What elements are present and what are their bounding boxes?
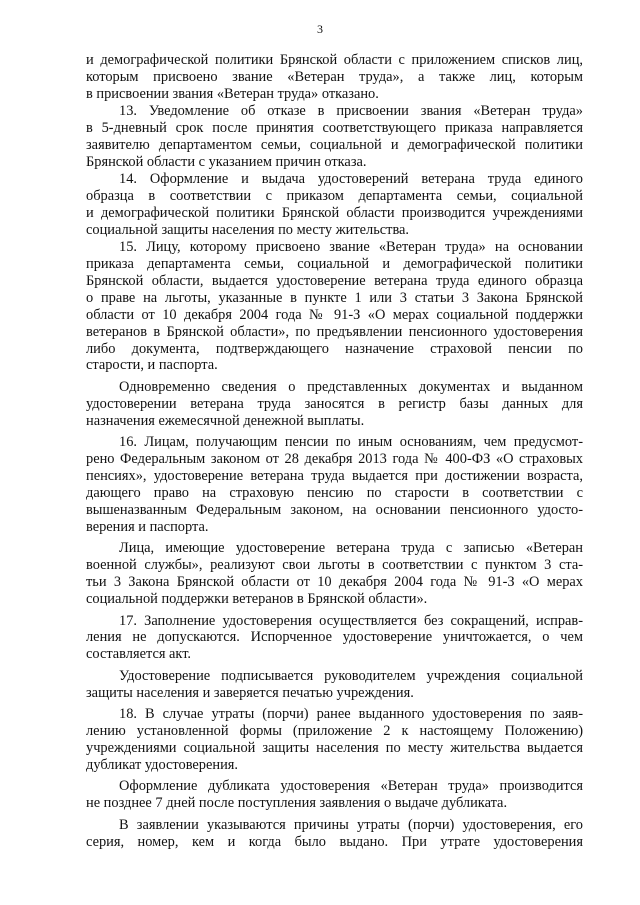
text-line: Брянской области с указанием причин отказа. (86, 153, 367, 170)
text-line: 15. Лицу, которому присвоено звание «Ветеран труда» на основании (119, 239, 583, 256)
text-line: социальной поддержки ветеранов в Брянской области». (86, 591, 428, 608)
text-line: учреждениями социальной защиты населения по месту жительства выдается (86, 740, 583, 757)
text-line: дубликат удостоверения. (86, 756, 238, 773)
page-number: 3 (317, 22, 323, 36)
text-line: удостоверении ветерана труда заносятся в регистр базы данных для (86, 395, 583, 412)
text-line: рено Федеральным законом от 28 декабря 2013 года № 400-ФЗ «О страховых (86, 451, 583, 468)
text-line: 18. В случае утраты (порчи) ранее выданного удостоверения по заяв- (119, 706, 583, 723)
paragraph (86, 52, 583, 103)
text-line: вышеназванным Федеральным законом, на основании пенсионного удосто- (86, 501, 583, 518)
text-line: защиты населения и заверяется печатью учреждения. (86, 684, 414, 701)
paragraph (86, 239, 583, 374)
text-line: тьи 3 Закона Брянской области от 10 декабря 2004 года № 91-З «О мерах (86, 574, 583, 591)
text-line: Одновременно сведения о представленных документах и выданном (119, 378, 583, 395)
document-body (86, 52, 583, 851)
text-line: Брянской области, выдается удостоверение ветерана труда единого образца (86, 272, 583, 289)
text-line: не позднее 7 дней после поступления заявления о выдаче дубликата. (86, 795, 508, 812)
paragraph (86, 613, 583, 664)
paragraph (86, 706, 583, 774)
text-line: и демографической политики Брянской области производится учреждениями (86, 204, 583, 221)
text-line: Оформление дубликата удостоверения «Ветеран труда» производится (119, 778, 583, 795)
text-line: составляется акт. (86, 646, 192, 663)
text-line: ления не допускаются. Испорченное удостоверение уничтожается, о чем (86, 629, 583, 646)
text-line: Лица, имеющие удостоверение ветерана труда с записью «Ветеран (119, 540, 583, 557)
text-line: заявителю департаментом семьи, социальной и демографической политики (86, 136, 583, 153)
text-line: о праве на льготы, указанные в пункте 1 или 3 статьи 3 Закона Брянской (86, 289, 583, 306)
paragraph (86, 434, 583, 535)
text-line: В заявлении указываются причины утраты (порчи) удостоверения, его (119, 816, 583, 833)
text-line: 13. Уведомление об отказе в присвоении звания «Ветеран труда» (119, 103, 583, 120)
text-line: в 5-дневный срок после принятия соответствующего приказа направляется (86, 120, 583, 137)
text-line: социальной защиты населения по месту жительства. (86, 221, 410, 238)
text-line: которым присвоено звание «Ветеран труда», а также лиц, которым (86, 68, 583, 85)
text-line: области от 10 декабря 2004 года № 91-З «О мерах социальной поддержки (86, 306, 583, 323)
paragraph (86, 171, 583, 239)
paragraph (86, 817, 583, 851)
text-line: лению установленной формы (приложение 2 к настоящему Положению) (86, 723, 583, 740)
text-line: старости, и паспорта. (86, 357, 218, 374)
text-line: в присвоении звания «Ветеран труда» отказано. (86, 85, 379, 102)
text-line: 14. Оформление и выдача удостоверений ветерана труда единого (119, 171, 583, 188)
paragraph (86, 668, 583, 702)
text-line: Удостоверение подписывается руководителем учреждения социальной (119, 667, 583, 684)
text-line: пенсиях», удостоверение ветерана труда выдается при достижении возраста, (86, 468, 583, 485)
text-line: приказа департамента семьи, социальной и демографической политики (86, 256, 583, 273)
paragraph (86, 540, 583, 608)
text-line: назначения ежемесячной денежной выплаты. (86, 412, 365, 429)
paragraph (86, 778, 583, 812)
text-line: 17. Заполнение удостоверения осуществляется без сокращений, исправ- (119, 612, 583, 629)
text-line: дающего право на страховую пенсию по старости в соответствии с (86, 485, 583, 502)
text-line: военной службы», реализуют свои льготы в соответствии с пунктом 3 ста- (86, 557, 583, 574)
text-line: образца в соответствии с приказом департамента семьи, социальной (86, 188, 583, 205)
paragraph (86, 103, 583, 171)
text-line: и демографической политики Брянской области с приложением списков лиц, (86, 52, 583, 68)
text-line: ветеранов в Брянской области», по предъявлении пенсионного удостоверения (86, 323, 583, 340)
text-line: 16. Лицам, получающим пенсии по иным основаниям, чем предусмот- (119, 434, 583, 451)
text-line: верения и паспорта. (86, 518, 209, 535)
text-line: серия, номер, кем и когда было выдано. При утрате удостоверения (86, 833, 583, 850)
paragraph (86, 379, 583, 430)
text-line: либо документа, подтверждающего назначение страховой пенсии по (86, 340, 583, 357)
